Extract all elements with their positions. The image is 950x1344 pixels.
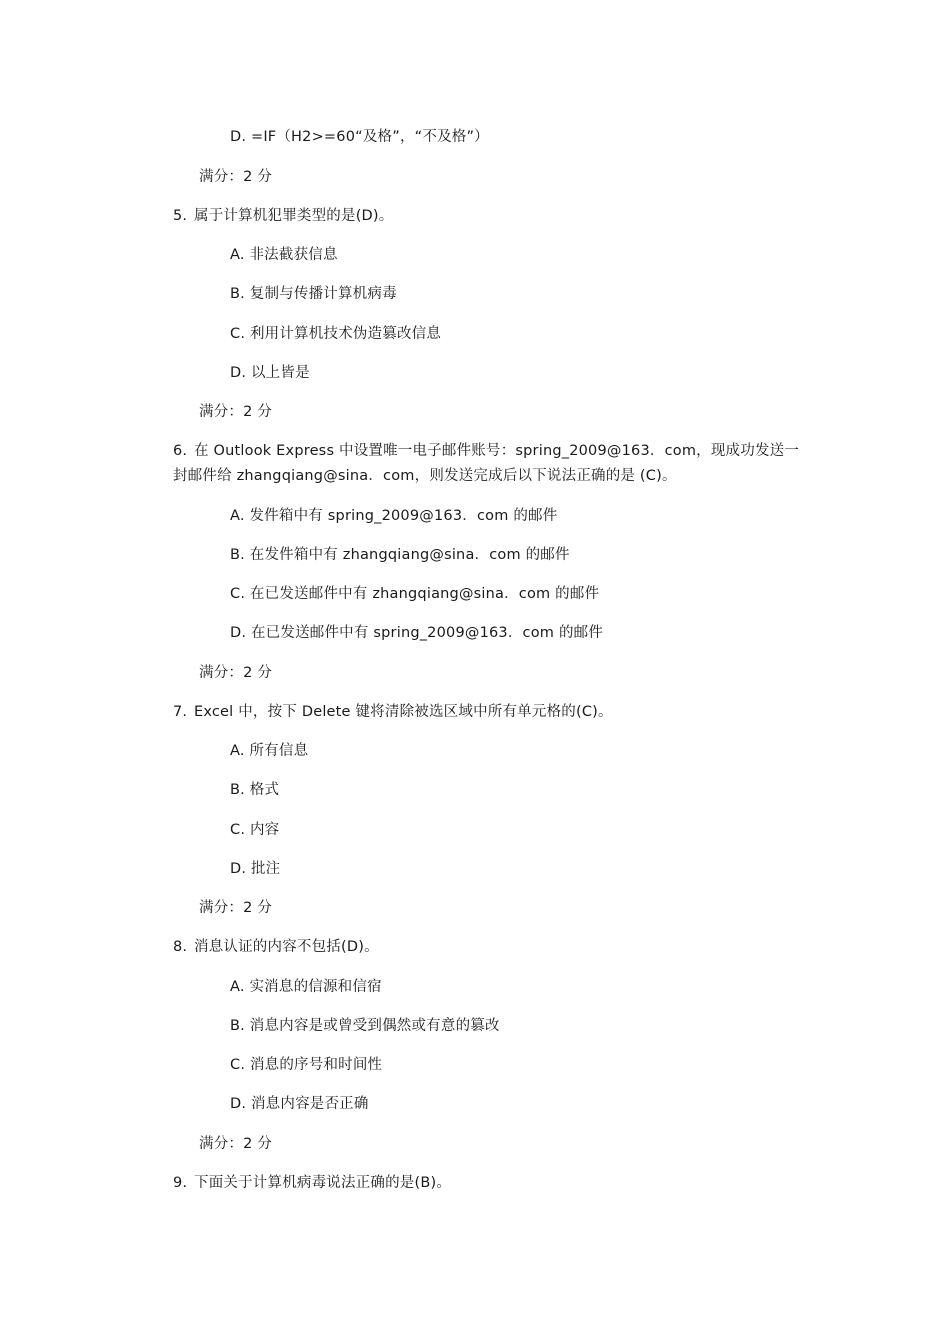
question-text: 在 Outlook Express 中设置唯一电子邮件账号：spring_2009@163．com，现成功发送一封邮件给 zhangqiang@sina．com，则发送完成后以下说法正确的是 (C)。 bbox=[173, 443, 800, 484]
option-text: D. 在已发送邮件中有 spring_2009@163．com 的邮件 bbox=[230, 625, 604, 641]
question-number: 8. bbox=[173, 939, 188, 955]
option-text: C. 利用计算机技术伪造篡改信息 bbox=[230, 326, 442, 342]
option-text: C. 在已发送邮件中有 zhangqiang@sina．com 的邮件 bbox=[230, 586, 600, 602]
score-label: 满分：2 分 bbox=[199, 1136, 273, 1152]
option-text: A. 实消息的信源和信宿 bbox=[230, 979, 382, 995]
option-text: A. 非法截获信息 bbox=[230, 247, 338, 263]
question-text: 属于计算机犯罪类型的是(D)。 bbox=[194, 208, 394, 224]
question-9 bbox=[173, 1173, 451, 1193]
option-text: D. 批注 bbox=[230, 861, 281, 877]
question-7 bbox=[173, 702, 613, 722]
option-text: C. 消息的序号和时间性 bbox=[230, 1057, 383, 1073]
question-text: 下面关于计算机病毒说法正确的是(B)。 bbox=[194, 1175, 452, 1191]
option-text: A. 发件箱中有 spring_2009@163．com 的邮件 bbox=[230, 508, 558, 524]
question-text: 消息认证的内容不包括(D)。 bbox=[194, 939, 379, 955]
score-label: 满分：2 分 bbox=[199, 900, 273, 916]
question-number: 5. bbox=[173, 208, 188, 224]
question-6 bbox=[173, 439, 803, 489]
question-5 bbox=[173, 206, 393, 226]
option-text: B. 复制与传播计算机病毒 bbox=[230, 286, 397, 302]
question-text: Excel 中，按下 Delete 键将清除被选区域中所有单元格的(C)。 bbox=[194, 704, 613, 720]
question-8 bbox=[173, 937, 379, 957]
option-text: A. 所有信息 bbox=[230, 743, 309, 759]
score-label: 满分：2 分 bbox=[199, 665, 273, 681]
question-number: 6. bbox=[173, 443, 188, 459]
question-number: 9. bbox=[173, 1175, 188, 1191]
score-label: 满分：2 分 bbox=[199, 169, 273, 185]
score-label: 满分：2 分 bbox=[199, 404, 273, 420]
option-text: B. 在发件箱中有 zhangqiang@sina．com 的邮件 bbox=[230, 547, 570, 563]
option-text: B. 消息内容是或曾受到偶然或有意的篡改 bbox=[230, 1018, 500, 1034]
option-text: C. 内容 bbox=[230, 822, 280, 838]
option-text: D. 以上皆是 bbox=[230, 365, 310, 381]
option-text: D. 消息内容是否正确 bbox=[230, 1096, 369, 1112]
option-text: D. =IF（H2>=60“及格”，“不及格”） bbox=[230, 129, 489, 145]
option-text: B. 格式 bbox=[230, 782, 280, 798]
question-number: 7. bbox=[173, 704, 188, 720]
